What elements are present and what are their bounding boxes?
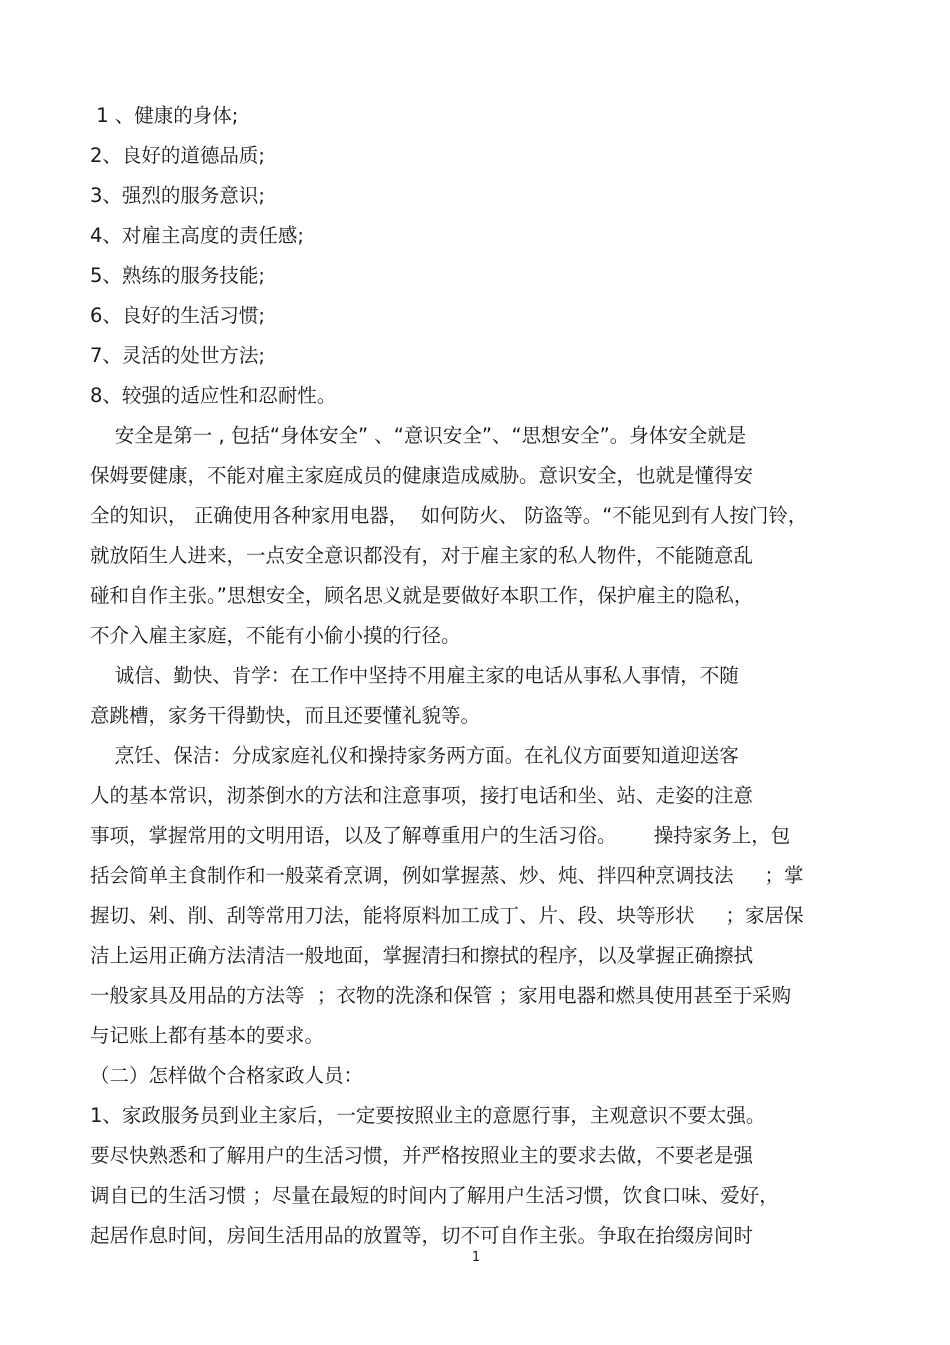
- text-line: 调自已的生活习惯 ；尽量在最短的时间内了解用户生活习惯，饮食口味、爱好，: [90, 1184, 779, 1207]
- text-line: 与记账上都有基本的要求。: [90, 1024, 325, 1047]
- text-line: 7、灵活的处世方法;: [90, 344, 265, 367]
- text-line: 不介入雇主家庭，不能有小偷小摸的行径。: [90, 624, 461, 647]
- text-line: 6、良好的生活习惯;: [90, 304, 265, 327]
- text-line: 3、强烈的服务意识;: [90, 184, 265, 207]
- text-line: 要尽快熟悉和了解用户的生活习惯，并严格按照业主的要求去做，不要老是强: [90, 1144, 754, 1167]
- text-line: 5、熟练的服务技能;: [90, 264, 265, 287]
- text-line: 一般家具及用品的方法等 ；衣物的洗涤和保管 ；家用电器和燃具使用甚至于采购: [90, 984, 792, 1007]
- text-line: 2、良好的道德品质;: [90, 144, 265, 167]
- text-line: 握切、剁、削、刮等常用刀法，能将原料加工成丁、片、段、块等形状 ；家居保: [90, 904, 804, 927]
- text-line: 全的知识， 正确使用各种家用电器， 如何防火、 防盗等。“不能见到有人按门铃，: [90, 504, 808, 527]
- paragraph-first-line: 诚信、勤快、肯学：在工作中坚持不用雇主家的电话从事私人事情，不随: [90, 664, 739, 687]
- text-line: 括会简单主食制作和一般菜肴烹调，例如掌握蒸、炒、炖、拌四种烹调技法 ；掌: [90, 864, 804, 887]
- text-line: 事项，掌握常用的文明用语，以及了解尊重用户的生活习俗。 操持家务上，包: [90, 824, 791, 847]
- page-number: 1: [471, 1250, 481, 1265]
- paragraph-first-line: 烹饪、保洁：分成家庭礼仪和操持家务两方面。在礼仪方面要知道迎送客: [90, 744, 739, 767]
- section-heading: （二）怎样做个合格家政人员：: [90, 1064, 364, 1087]
- text-line: 1、家政服务员到业主家后，一定要按照业主的意愿行事，主观意识不要太强。: [90, 1104, 766, 1127]
- text-line: 碰和自作主张。”思想安全，顾名思义就是要做好本职工作，保护雇主的隐私，: [90, 584, 754, 607]
- text-line: 4、对雇主高度的责任感;: [90, 224, 304, 247]
- text-line: 意跳槽，家务干得勤快，而且还要懂礼貌等。: [90, 704, 481, 727]
- text-line: 1 、健康的身体;: [90, 104, 239, 127]
- text-line: 就放陌生人进来，一点安全意识都没有，对于雇主家的私人物件，不能随意乱: [90, 544, 754, 567]
- text-line: 洁上运用正确方法清洁一般地面，掌握清扫和擦拭的程序，以及掌握正确擦拭: [90, 944, 754, 967]
- text-line: 8、较强的适应性和忍耐性。: [90, 384, 337, 407]
- text-line: 人的基本常识，沏茶倒水的方法和注意事项，接打电话和坐、站、走姿的注意: [90, 784, 754, 807]
- text-line: 起居作息时间，房间生活用品的放置等，切不可自作主张。争取在抬缀房间时: [90, 1224, 754, 1247]
- paragraph-first-line: 安全是第一 , 包括“身体安全” 、“意识安全”、“思想安全”。身体安全就是: [90, 424, 747, 447]
- text-line: 保姆要健康，不能对雇主家庭成员的健康造成威胁。意识安全，也就是懂得安: [90, 464, 754, 487]
